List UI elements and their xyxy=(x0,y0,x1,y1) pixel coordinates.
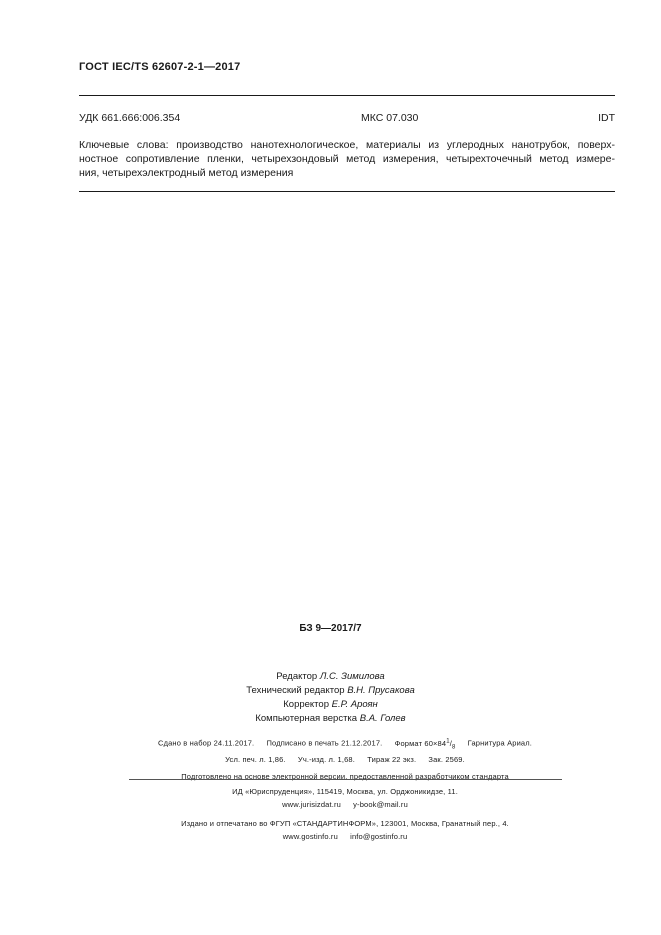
layout-label: Компьютерная верстка xyxy=(255,713,358,724)
editor-credit xyxy=(0,670,661,684)
printer-contacts xyxy=(0,831,661,844)
publisher-divider xyxy=(129,779,562,780)
udk-code: УДК 661.666:006.354 xyxy=(79,112,181,124)
layout-name: В.А. Голев xyxy=(359,713,406,724)
keywords-block xyxy=(79,138,615,180)
printer-info xyxy=(0,818,661,843)
usl-pech: Усл. печ. л. 1,86. xyxy=(225,754,286,764)
publisher-email[interactable]: y-book@mail.ru xyxy=(353,799,408,809)
submitted-date: Сдано в набор 24.11.2017. xyxy=(158,738,255,748)
order-number: Зак. 2569. xyxy=(428,754,465,764)
printer-address: Издано и отпечатано во ФГУП «СТАНДАРТИНФОРМ», 123001, Москва, Гранатный пер., 4. xyxy=(181,819,509,828)
idt-mark: IDT xyxy=(598,112,615,124)
editor-name: Л.С. Зимилова xyxy=(319,671,385,682)
publisher-address: ИД «Юриспруденция», 115419, Москва, ул. Орджоникидзе, 11. xyxy=(232,787,458,796)
publisher-website[interactable]: www.jurisizdat.ru xyxy=(282,799,341,809)
corrector-credit xyxy=(0,698,661,712)
tech-editor-label: Технический редактор xyxy=(246,685,345,696)
classification-row xyxy=(79,112,615,124)
paper-format: Формат $60\times 84^1/_8$ xyxy=(394,738,456,750)
keywords-line: ностное сопротивление пленки, четырехзондовый метод измерения, четырехточечный метод измере- xyxy=(79,153,615,165)
print-line-1 xyxy=(0,735,661,754)
layout-credit xyxy=(0,712,661,726)
publisher-info xyxy=(0,786,661,811)
tech-editor-name: В.Н. Прусакова xyxy=(347,685,415,696)
print-run: Тираж 22 экз. xyxy=(367,754,417,764)
signed-date: Подписано в печать 21.12.2017. xyxy=(266,738,383,748)
uch-izd: Уч.-изд. л. 1,68. xyxy=(297,754,355,764)
keywords-line: Ключевые слова: производство нанотехнологическое, материалы из углеродных нанотрубок, поверх- xyxy=(79,139,615,151)
editor-label: Редактор xyxy=(276,671,318,682)
typeface: Гарнитура Ариал. xyxy=(467,738,532,748)
print-line-2 xyxy=(0,754,661,767)
printer-website[interactable]: www.gostinfo.ru xyxy=(282,831,338,841)
standard-title: ГОСТ IEC/TS 62607-2-1—2017 xyxy=(79,61,241,73)
printer-email[interactable]: info@gostinfo.ru xyxy=(350,831,408,841)
corrector-label: Корректор xyxy=(283,699,329,710)
bz-number: БЗ 9—2017/7 xyxy=(299,623,362,634)
keywords-line: ния, четырехэлектродный метод измерения xyxy=(79,167,294,179)
mks-code: МКС 07.030 xyxy=(361,112,419,124)
staff-credits xyxy=(0,670,661,726)
print-details xyxy=(0,735,661,784)
keywords-divider xyxy=(79,191,615,192)
corrector-name: Е.Р. Ароян xyxy=(331,699,378,710)
publisher-contacts xyxy=(0,799,661,812)
prepared-note: Подготовлено на основе электронной версии, предоставленной разработчиком стандарта xyxy=(181,772,509,781)
top-divider xyxy=(79,95,615,96)
tech-editor-credit xyxy=(0,684,661,698)
